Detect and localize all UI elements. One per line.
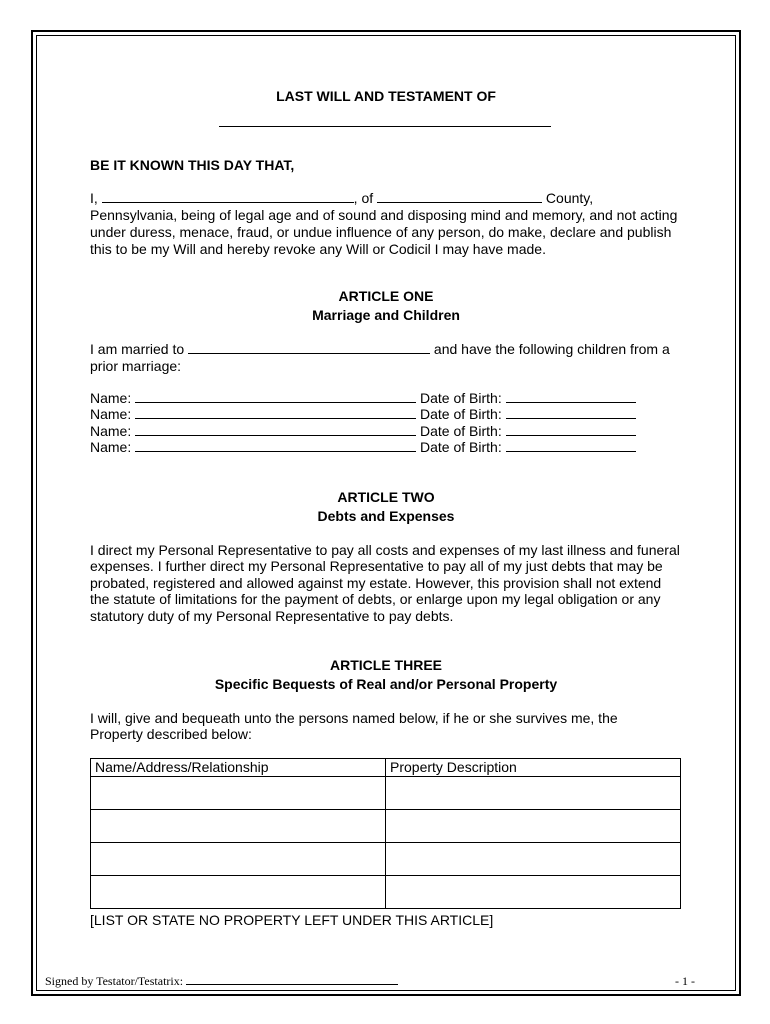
article-two-line-2: expenses. I further direct my Personal Representative to pay all of my just debts that may be xyxy=(90,558,663,574)
article-two-subheading: Debts and Expenses xyxy=(317,508,455,524)
article-one-subheading: Marriage and Children xyxy=(312,307,460,323)
signature-line xyxy=(45,974,398,989)
child-name-field[interactable] xyxy=(135,391,416,403)
child-dob-field[interactable] xyxy=(506,407,636,419)
table-row xyxy=(91,777,681,810)
intro-line-3: under duress, menace, fraud, or undue influence of any person, do make, declare and publish xyxy=(90,224,672,240)
signed-label: Signed by Testator/Testatrix: xyxy=(45,974,184,988)
child-row xyxy=(90,439,636,456)
column-header-property: Property Description xyxy=(386,759,681,777)
page-number: - 1 - xyxy=(675,974,695,988)
intro-line-1 xyxy=(90,190,593,207)
article-two-line-4: the statute of limitations for the payment of debts, or enlarge upon my legal obligation or any xyxy=(90,591,661,607)
article-three-subheading: Specific Bequests of Real and/or Personal Property xyxy=(214,676,558,692)
article-two-heading: ARTICLE TWO xyxy=(337,489,435,505)
county-label: County, xyxy=(545,190,594,206)
child-dob-field[interactable] xyxy=(506,440,636,452)
county-field[interactable] xyxy=(377,191,542,203)
child-dob-label: Date of Birth: xyxy=(420,390,502,406)
property-cell[interactable] xyxy=(386,777,681,810)
child-dob-label: Date of Birth: xyxy=(420,439,502,455)
child-name-label: Name: xyxy=(90,390,132,406)
married-prefix: I am married to xyxy=(90,341,185,357)
article-three-heading: ARTICLE THREE xyxy=(330,657,442,673)
married-suffix: and have the following children from a xyxy=(433,341,670,357)
child-name-field[interactable] xyxy=(135,440,416,452)
property-cell[interactable] xyxy=(386,810,681,843)
married-line xyxy=(90,341,670,358)
property-cell[interactable] xyxy=(386,876,681,909)
bequests-table xyxy=(90,758,681,909)
article-three-note: [LIST OR STATE NO PROPERTY LEFT UNDER THIS ARTICLE] xyxy=(90,912,494,928)
table-header-row xyxy=(91,759,681,777)
testator-name-field[interactable] xyxy=(219,126,551,127)
child-dob-field[interactable] xyxy=(506,424,636,436)
article-two-line-5: statutory duty of my Personal Representative to pay debts. xyxy=(90,608,454,624)
child-name-label: Name: xyxy=(90,406,132,422)
article-two-line-3: probated, registered and allowed against my estate. However, this provision shall not extend xyxy=(90,575,662,591)
table-row xyxy=(91,843,681,876)
child-name-label: Name: xyxy=(90,439,132,455)
child-row xyxy=(90,406,636,423)
child-name-label: Name: xyxy=(90,423,132,439)
child-row xyxy=(90,423,636,440)
article-three-line-1: I will, give and bequeath unto the persons named below, if he or she survives me, the xyxy=(90,710,618,726)
child-name-field[interactable] xyxy=(135,424,416,436)
child-dob-label: Date of Birth: xyxy=(420,423,502,439)
name-address-cell[interactable] xyxy=(91,876,386,909)
intro-line-4: this to be my Will and hereby revoke any Will or Codicil I may have made. xyxy=(90,241,546,257)
child-name-field[interactable] xyxy=(135,407,416,419)
married-line-2: prior marriage: xyxy=(90,358,182,374)
article-three-line-2: Property described below: xyxy=(90,726,252,742)
name-address-cell[interactable] xyxy=(91,843,386,876)
table-row xyxy=(91,810,681,843)
name-address-cell[interactable] xyxy=(91,810,386,843)
i-label: I, xyxy=(90,190,98,206)
intro-line-2: Pennsylvania, being of legal age and of sound and disposing mind and memory, and not acting xyxy=(90,207,678,223)
testator-signature-field[interactable] xyxy=(186,974,398,985)
child-row xyxy=(90,390,636,407)
name-address-cell[interactable] xyxy=(91,777,386,810)
property-cell[interactable] xyxy=(386,843,681,876)
of-label: , of xyxy=(353,190,374,206)
column-header-name-address: Name/Address/Relationship xyxy=(91,759,386,777)
child-dob-label: Date of Birth: xyxy=(420,406,502,422)
table-row xyxy=(91,876,681,909)
testator-fill-field[interactable] xyxy=(102,191,354,203)
article-two-line-1: I direct my Personal Representative to pay all costs and expenses of my last illness and funeral xyxy=(90,542,680,558)
spouse-name-field[interactable] xyxy=(188,342,430,354)
article-one-heading: ARTICLE ONE xyxy=(338,288,434,304)
document-title: LAST WILL AND TESTAMENT OF xyxy=(276,88,496,104)
child-dob-field[interactable] xyxy=(506,391,636,403)
known-heading: BE IT KNOWN THIS DAY THAT, xyxy=(90,157,295,173)
